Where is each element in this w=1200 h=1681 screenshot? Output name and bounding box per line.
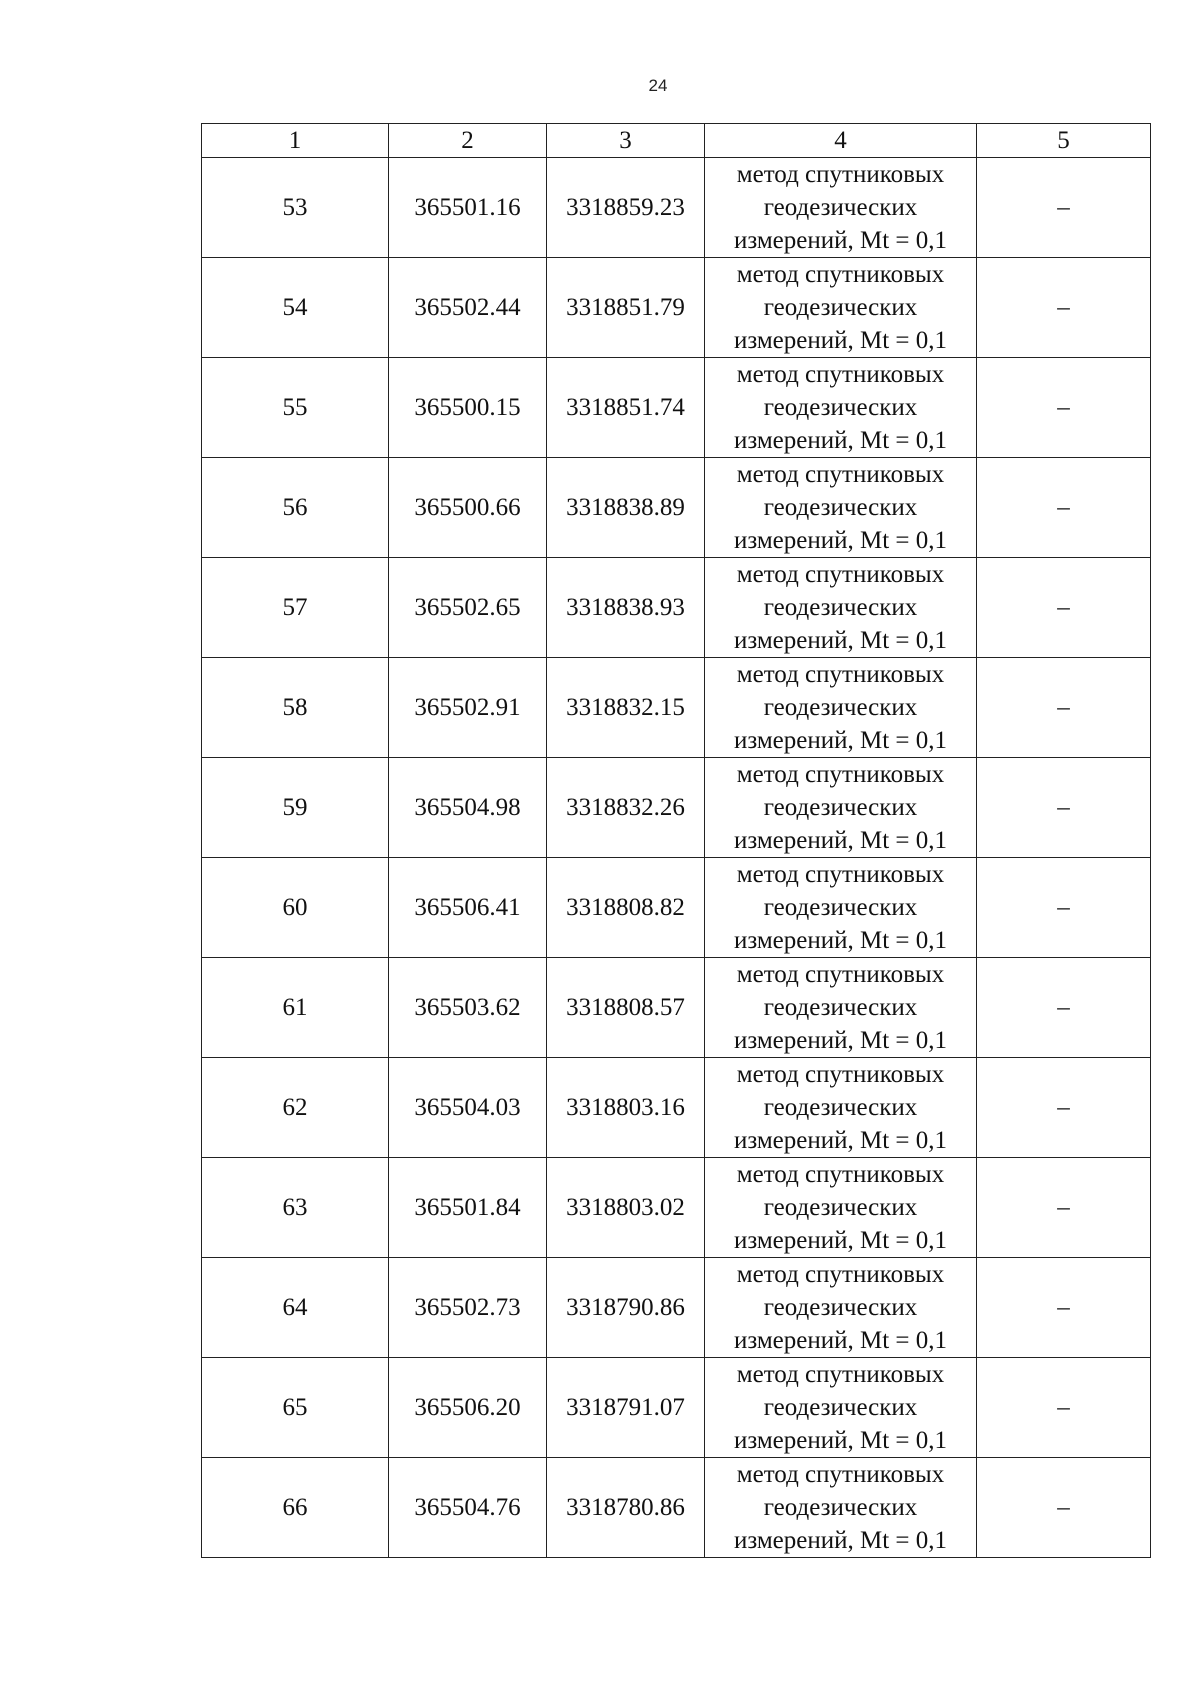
method-line: измерений, Mt = 0,1 — [733, 1027, 948, 1054]
method-line: геодезических — [763, 1094, 918, 1121]
method-line: измерений, Mt = 0,1 — [733, 227, 948, 254]
method-line: метод спутниковых — [736, 761, 945, 788]
header-col-3: 3 — [547, 124, 705, 158]
x-coordinate-cell: 365506.41 — [389, 858, 547, 958]
method-line: геодезических — [763, 1494, 918, 1521]
method-line: измерений, Mt = 0,1 — [733, 427, 948, 454]
table-row — [202, 1358, 1151, 1458]
method-line: измерений, Mt = 0,1 — [733, 527, 948, 554]
table-row — [202, 1158, 1151, 1258]
table-row — [202, 858, 1151, 958]
y-coordinate-cell: 3318791.07 — [547, 1358, 705, 1458]
y-coordinate-cell: 3318790.86 — [547, 1258, 705, 1358]
method-line: метод спутниковых — [736, 1061, 945, 1088]
y-coordinate-cell: 3318808.82 — [547, 858, 705, 958]
method-line: измерений, Mt = 0,1 — [733, 1527, 948, 1554]
method-cell — [705, 458, 977, 558]
y-coordinate-cell: 3318808.57 — [547, 958, 705, 1058]
method-line: измерений, Mt = 0,1 — [733, 927, 948, 954]
table-row — [202, 1058, 1151, 1158]
header-row — [202, 124, 1151, 158]
method-line: измерений, Mt = 0,1 — [733, 1427, 948, 1454]
method-line: геодезических — [763, 894, 918, 921]
x-coordinate-cell: 365502.91 — [389, 658, 547, 758]
y-coordinate-cell: 3318838.93 — [547, 558, 705, 658]
header-col-1: 1 — [202, 124, 389, 158]
method-line: геодезических — [763, 194, 918, 221]
x-coordinate-cell: 365503.62 — [389, 958, 547, 1058]
point-number-cell: 64 — [202, 1258, 389, 1358]
y-coordinate-cell: 3318851.79 — [547, 258, 705, 358]
point-number-cell: 56 — [202, 458, 389, 558]
method-cell — [705, 358, 977, 458]
x-coordinate-cell: 365502.73 — [389, 1258, 547, 1358]
method-line: геодезических — [763, 594, 918, 621]
x-coordinate-cell: 365504.98 — [389, 758, 547, 858]
x-coordinate-cell: 365504.03 — [389, 1058, 547, 1158]
method-cell — [705, 658, 977, 758]
method-line: геодезических — [763, 694, 918, 721]
y-coordinate-cell: 3318832.15 — [547, 658, 705, 758]
y-coordinate-cell: 3318838.89 — [547, 458, 705, 558]
point-number-cell: 55 — [202, 358, 389, 458]
note-cell: – — [977, 1458, 1151, 1558]
method-cell — [705, 758, 977, 858]
x-coordinate-cell: 365500.15 — [389, 358, 547, 458]
note-cell: – — [977, 958, 1151, 1058]
note-cell: – — [977, 858, 1151, 958]
x-coordinate-cell: 365506.20 — [389, 1358, 547, 1458]
method-line: метод спутниковых — [736, 861, 945, 888]
note-cell: – — [977, 1258, 1151, 1358]
table-row — [202, 958, 1151, 1058]
y-coordinate-cell: 3318859.23 — [547, 158, 705, 258]
method-cell — [705, 858, 977, 958]
method-line: геодезических — [763, 494, 918, 521]
method-line: измерений, Mt = 0,1 — [733, 1227, 948, 1254]
note-cell: – — [977, 158, 1151, 258]
method-line: метод спутниковых — [736, 161, 945, 188]
method-line: геодезических — [763, 1294, 918, 1321]
note-cell: – — [977, 558, 1151, 658]
table-row — [202, 1458, 1151, 1558]
method-line: геодезических — [763, 294, 918, 321]
point-number-cell: 53 — [202, 158, 389, 258]
y-coordinate-cell: 3318803.02 — [547, 1158, 705, 1258]
table-row — [202, 1258, 1151, 1358]
method-line: измерений, Mt = 0,1 — [733, 627, 948, 654]
note-cell: – — [977, 258, 1151, 358]
method-line: метод спутниковых — [736, 361, 945, 388]
point-number-cell: 54 — [202, 258, 389, 358]
note-cell: – — [977, 1158, 1151, 1258]
point-number-cell: 58 — [202, 658, 389, 758]
method-cell — [705, 1458, 977, 1558]
x-coordinate-cell: 365501.84 — [389, 1158, 547, 1258]
method-line: измерений, Mt = 0,1 — [733, 327, 948, 354]
method-line: геодезических — [763, 994, 918, 1021]
method-line: метод спутниковых — [736, 561, 945, 588]
note-cell: – — [977, 1058, 1151, 1158]
method-cell — [705, 1258, 977, 1358]
coordinates-table — [201, 123, 1151, 1558]
method-line: метод спутниковых — [736, 261, 945, 288]
table-body — [202, 158, 1151, 1558]
point-number-cell: 57 — [202, 558, 389, 658]
method-cell — [705, 958, 977, 1058]
method-line: метод спутниковых — [736, 1161, 945, 1188]
note-cell: – — [977, 358, 1151, 458]
y-coordinate-cell: 3318803.16 — [547, 1058, 705, 1158]
method-cell — [705, 158, 977, 258]
point-number-cell: 59 — [202, 758, 389, 858]
method-line: геодезических — [763, 794, 918, 821]
y-coordinate-cell: 3318780.86 — [547, 1458, 705, 1558]
y-coordinate-cell: 3318851.74 — [547, 358, 705, 458]
header-col-5: 5 — [977, 124, 1151, 158]
point-number-cell: 61 — [202, 958, 389, 1058]
method-line: метод спутниковых — [736, 1261, 945, 1288]
header-col-4: 4 — [705, 124, 977, 158]
method-line: метод спутниковых — [736, 661, 945, 688]
x-coordinate-cell: 365500.66 — [389, 458, 547, 558]
table-row — [202, 758, 1151, 858]
x-coordinate-cell: 365502.44 — [389, 258, 547, 358]
page-number: 24 — [648, 76, 668, 95]
x-coordinate-cell: 365502.65 — [389, 558, 547, 658]
point-number-cell: 60 — [202, 858, 389, 958]
note-cell: – — [977, 1358, 1151, 1458]
table-row — [202, 158, 1151, 258]
method-line: метод спутниковых — [736, 1461, 945, 1488]
point-number-cell: 65 — [202, 1358, 389, 1458]
point-number-cell: 62 — [202, 1058, 389, 1158]
point-number-cell: 66 — [202, 1458, 389, 1558]
note-cell: – — [977, 758, 1151, 858]
method-line: метод спутниковых — [736, 1361, 945, 1388]
method-line: метод спутниковых — [736, 961, 945, 988]
table-row — [202, 458, 1151, 558]
method-line: измерений, Mt = 0,1 — [733, 827, 948, 854]
method-cell — [705, 1058, 977, 1158]
table-row — [202, 258, 1151, 358]
point-number-cell: 63 — [202, 1158, 389, 1258]
method-cell — [705, 1158, 977, 1258]
x-coordinate-cell: 365501.16 — [389, 158, 547, 258]
table-row — [202, 658, 1151, 758]
note-cell: – — [977, 458, 1151, 558]
method-line: геодезических — [763, 394, 918, 421]
method-cell — [705, 1358, 977, 1458]
method-line: геодезических — [763, 1394, 918, 1421]
x-coordinate-cell: 365504.76 — [389, 1458, 547, 1558]
table-row — [202, 358, 1151, 458]
method-cell — [705, 558, 977, 658]
method-line: метод спутниковых — [736, 461, 945, 488]
table-header — [202, 124, 1151, 158]
table-row — [202, 558, 1151, 658]
method-line: измерений, Mt = 0,1 — [733, 1327, 948, 1354]
method-line: измерений, Mt = 0,1 — [733, 1127, 948, 1154]
method-line: измерений, Mt = 0,1 — [733, 727, 948, 754]
header-col-2: 2 — [389, 124, 547, 158]
y-coordinate-cell: 3318832.26 — [547, 758, 705, 858]
method-cell — [705, 258, 977, 358]
method-line: геодезических — [763, 1194, 918, 1221]
note-cell: – — [977, 658, 1151, 758]
